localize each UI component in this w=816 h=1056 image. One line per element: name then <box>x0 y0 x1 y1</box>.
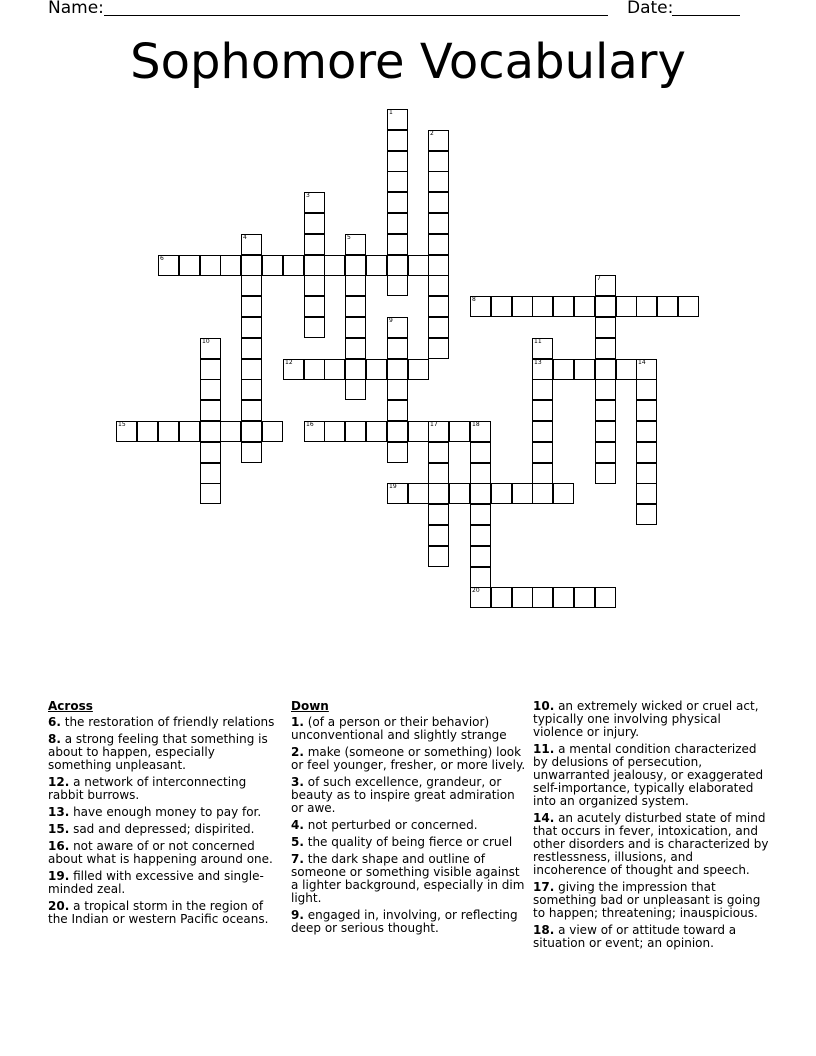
grid-cell[interactable] <box>387 151 408 172</box>
grid-cell[interactable] <box>678 296 699 317</box>
grid-cell[interactable] <box>553 296 574 317</box>
grid-cell[interactable] <box>262 421 283 442</box>
grid-cell[interactable] <box>200 483 221 504</box>
clue-item <box>48 733 278 772</box>
clue-text: of such excellence, grandeur, or beauty as to inspire great admiration or awe. <box>291 775 515 815</box>
clue-item <box>533 881 769 920</box>
grid-cell[interactable] <box>408 255 429 276</box>
grid-cell[interactable] <box>428 192 449 213</box>
grid-cell[interactable] <box>387 421 408 442</box>
grid-cell[interactable] <box>324 255 345 276</box>
grid-cell[interactable] <box>408 421 429 442</box>
grid-cell[interactable] <box>491 483 512 504</box>
grid-cell[interactable] <box>408 359 429 380</box>
clue-item <box>291 853 527 905</box>
grid-cell[interactable] <box>449 483 470 504</box>
grid-cell[interactable] <box>345 296 366 317</box>
grid-cell[interactable] <box>304 421 325 442</box>
clue-number: 15. <box>48 822 70 836</box>
grid-cell[interactable] <box>345 255 366 276</box>
grid-cell[interactable] <box>324 359 345 380</box>
grid-cell[interactable] <box>636 379 657 400</box>
grid-cell[interactable] <box>179 255 200 276</box>
grid-cell[interactable] <box>324 421 345 442</box>
grid-cell[interactable] <box>616 359 637 380</box>
clue-number: 5. <box>291 835 304 849</box>
grid-cell[interactable] <box>200 379 221 400</box>
down-clues <box>291 700 527 939</box>
grid-cell[interactable] <box>636 400 657 421</box>
grid-cell[interactable] <box>387 483 408 504</box>
grid-cell[interactable] <box>532 587 553 608</box>
clue-item <box>48 900 278 926</box>
grid-cell[interactable] <box>241 255 262 276</box>
grid-cell[interactable] <box>428 296 449 317</box>
clue-item <box>48 716 278 729</box>
grid-cell[interactable] <box>532 359 553 380</box>
grid-cell[interactable] <box>116 421 137 442</box>
grid-cell[interactable] <box>366 421 387 442</box>
grid-cell[interactable] <box>657 296 678 317</box>
grid-cell[interactable] <box>636 296 657 317</box>
grid-cell[interactable] <box>387 275 408 296</box>
clue-text: sad and depressed; dispirited. <box>69 822 255 836</box>
grid-cell[interactable] <box>179 421 200 442</box>
grid-cell[interactable] <box>428 546 449 567</box>
grid-cell[interactable] <box>262 255 283 276</box>
clue-text: not aware of or not concerned about what is happening around one. <box>48 839 273 866</box>
clue-number: 8. <box>48 732 61 746</box>
grid-cell[interactable] <box>616 296 637 317</box>
clue-text: a strong feeling that something is about to happen, especially something unpleasant. <box>48 732 268 772</box>
clue-text: a mental condition characterized by delusions of persecution, unwarranted jealousy, or exaggerated self-importance, typically elaborated into an organized system. <box>533 742 764 808</box>
grid-cell[interactable] <box>595 587 616 608</box>
grid-cell[interactable] <box>636 463 657 484</box>
clue-item <box>533 700 769 739</box>
clue-number-label: 12 <box>285 359 293 366</box>
grid-cell[interactable] <box>241 234 262 255</box>
grid-cell[interactable] <box>345 421 366 442</box>
grid-cell[interactable] <box>636 359 657 380</box>
clue-number: 10. <box>533 699 555 713</box>
clue-number-label: 2 <box>430 130 434 137</box>
grid-cell[interactable] <box>304 234 325 255</box>
grid-cell[interactable] <box>595 400 616 421</box>
grid-cell[interactable] <box>387 442 408 463</box>
clue-number: 19. <box>48 869 70 883</box>
grid-cell[interactable] <box>345 338 366 359</box>
grid-cell[interactable] <box>387 213 408 234</box>
down-heading: Down <box>291 699 329 713</box>
grid-cell[interactable] <box>387 130 408 151</box>
clue-number: 9. <box>291 908 304 922</box>
clue-item <box>48 823 278 836</box>
grid-cell[interactable] <box>200 400 221 421</box>
grid-cell[interactable] <box>470 567 491 588</box>
clue-number-label: 3 <box>306 192 310 199</box>
clue-number: 2. <box>291 745 304 759</box>
grid-cell[interactable] <box>387 255 408 276</box>
grid-cell[interactable] <box>428 151 449 172</box>
grid-cell[interactable] <box>491 587 512 608</box>
grid-cell[interactable] <box>595 317 616 338</box>
clue-item <box>291 909 527 935</box>
grid-cell[interactable] <box>158 421 179 442</box>
clue-number: 6. <box>48 715 61 729</box>
clue-text: filled with excessive and single-minded zeal. <box>48 869 264 896</box>
clue-item <box>291 746 527 772</box>
grid-cell[interactable] <box>387 317 408 338</box>
grid-cell[interactable] <box>470 463 491 484</box>
clue-text: a view of or attitude toward a situation or event; an opinion. <box>533 923 737 950</box>
grid-cell[interactable] <box>200 442 221 463</box>
grid-cell[interactable] <box>345 275 366 296</box>
grid-cell[interactable] <box>200 421 221 442</box>
grid-cell[interactable] <box>158 255 179 276</box>
clue-text: not perturbed or concerned. <box>303 818 478 832</box>
clue-number-label: 20 <box>472 587 480 594</box>
grid-cell[interactable] <box>408 483 429 504</box>
grid-cell[interactable] <box>241 400 262 421</box>
grid-cell[interactable] <box>283 359 304 380</box>
clue-item <box>48 840 278 866</box>
grid-cell[interactable] <box>220 421 241 442</box>
page-title: Sophomore Vocabulary <box>130 34 686 90</box>
grid-cell[interactable] <box>574 587 595 608</box>
grid-cell[interactable] <box>304 296 325 317</box>
grid-cell[interactable] <box>428 525 449 546</box>
clue-number-label: 18 <box>472 421 480 428</box>
grid-cell[interactable] <box>428 504 449 525</box>
grid-cell[interactable] <box>304 317 325 338</box>
clue-item <box>533 743 769 808</box>
clue-number-label: 14 <box>638 359 646 366</box>
clue-text: (of a person or their behavior) unconventional and slightly strange <box>291 715 507 742</box>
clue-item <box>291 819 527 832</box>
grid-cell[interactable] <box>428 234 449 255</box>
grid-cell[interactable] <box>428 171 449 192</box>
grid-cell[interactable] <box>241 275 262 296</box>
clue-text: an acutely disturbed state of mind that occurs in fever, intoxication, and other disorders and is characterized by restlessness, illusions, and incoherence of thought and speech. <box>533 811 769 877</box>
grid-cell[interactable] <box>387 359 408 380</box>
clue-number-label: 4 <box>243 234 247 241</box>
clue-number-label: 6 <box>160 255 164 262</box>
clue-item <box>533 812 769 877</box>
grid-cell[interactable] <box>345 234 366 255</box>
clue-number-label: 15 <box>118 421 126 428</box>
clue-number: 20. <box>48 899 70 913</box>
clue-item <box>291 836 527 849</box>
clue-number-label: 1 <box>389 109 393 116</box>
across-list <box>48 716 278 926</box>
clue-number-label: 10 <box>202 338 210 345</box>
grid-cell[interactable] <box>241 338 262 359</box>
clue-text: engaged in, involving, or reflecting deep or serious thought. <box>291 908 518 935</box>
name-label: Name: <box>48 0 104 18</box>
grid-cell[interactable] <box>200 255 221 276</box>
grid-cell[interactable] <box>428 463 449 484</box>
grid-cell[interactable] <box>512 296 533 317</box>
clue-number-label: 13 <box>534 359 542 366</box>
grid-cell[interactable] <box>553 483 574 504</box>
grid-cell[interactable] <box>532 338 553 359</box>
clue-number-label: 19 <box>389 483 397 490</box>
down-clues-continued <box>533 700 769 954</box>
grid-cell[interactable] <box>428 130 449 151</box>
grid-cell[interactable] <box>532 483 553 504</box>
grid-cell[interactable] <box>512 483 533 504</box>
grid-cell[interactable] <box>636 504 657 525</box>
clue-text: make (someone or something) look or feel younger, fresher, or more lively. <box>291 745 526 772</box>
grid-cell[interactable] <box>470 546 491 567</box>
grid-cell[interactable] <box>428 442 449 463</box>
clue-text: a network of interconnecting rabbit burrows. <box>48 775 247 802</box>
grid-cell[interactable] <box>137 421 158 442</box>
grid-cell[interactable] <box>241 296 262 317</box>
grid-cell[interactable] <box>595 275 616 296</box>
grid-cell[interactable] <box>366 255 387 276</box>
grid-cell[interactable] <box>345 379 366 400</box>
grid-cell[interactable] <box>595 379 616 400</box>
grid-cell[interactable] <box>304 275 325 296</box>
clue-item <box>291 716 527 742</box>
grid-cell[interactable] <box>595 463 616 484</box>
grid-cell[interactable] <box>470 587 491 608</box>
grid-cell[interactable] <box>595 442 616 463</box>
grid-cell[interactable] <box>241 359 262 380</box>
grid-cell[interactable] <box>595 359 616 380</box>
clue-number-label: 9 <box>389 317 393 324</box>
grid-cell[interactable] <box>428 275 449 296</box>
grid-cell[interactable] <box>636 483 657 504</box>
grid-cell[interactable] <box>345 359 366 380</box>
clue-number: 17. <box>533 880 555 894</box>
grid-cell[interactable] <box>532 379 553 400</box>
clue-item <box>48 806 278 819</box>
clue-number: 4. <box>291 818 304 832</box>
clue-text: the quality of being fierce or cruel <box>303 835 513 849</box>
grid-cell[interactable] <box>595 338 616 359</box>
grid-cell[interactable] <box>241 442 262 463</box>
clue-number: 11. <box>533 742 555 756</box>
grid-cell[interactable] <box>532 296 553 317</box>
clue-number-label: 7 <box>597 275 601 282</box>
grid-cell[interactable] <box>428 255 449 276</box>
clue-number: 3. <box>291 775 304 789</box>
grid-cell[interactable] <box>283 255 304 276</box>
grid-cell[interactable] <box>200 359 221 380</box>
grid-cell[interactable] <box>636 421 657 442</box>
clue-item <box>48 870 278 896</box>
grid-cell[interactable] <box>512 587 533 608</box>
grid-cell[interactable] <box>553 359 574 380</box>
grid-cell[interactable] <box>200 463 221 484</box>
grid-cell[interactable] <box>241 317 262 338</box>
grid-cell[interactable] <box>428 483 449 504</box>
grid-cell[interactable] <box>241 379 262 400</box>
grid-cell[interactable] <box>428 338 449 359</box>
grid-cell[interactable] <box>470 296 491 317</box>
grid-cell[interactable] <box>428 317 449 338</box>
grid-cell[interactable] <box>304 192 325 213</box>
grid-cell[interactable] <box>449 421 470 442</box>
clue-number-label: 11 <box>534 338 542 345</box>
grid-cell[interactable] <box>470 421 491 442</box>
grid-cell[interactable] <box>304 359 325 380</box>
grid-cell[interactable] <box>532 400 553 421</box>
clue-number: 1. <box>291 715 304 729</box>
clue-number: 14. <box>533 811 555 825</box>
clue-text: the dark shape and outline of someone or something visible against a lighter background, especially in dim light. <box>291 852 525 905</box>
grid-cell[interactable] <box>595 296 616 317</box>
grid-cell[interactable] <box>387 379 408 400</box>
clue-number: 16. <box>48 839 70 853</box>
clue-number: 12. <box>48 775 70 789</box>
clue-number-label: 8 <box>472 296 476 303</box>
grid-cell[interactable] <box>387 234 408 255</box>
grid-cell[interactable] <box>636 442 657 463</box>
grid-cell[interactable] <box>241 421 262 442</box>
grid-cell[interactable] <box>387 338 408 359</box>
date-label: Date: <box>627 0 674 18</box>
grid-cell[interactable] <box>387 171 408 192</box>
clue-number: 13. <box>48 805 70 819</box>
clue-item <box>48 776 278 802</box>
grid-cell[interactable] <box>491 296 512 317</box>
down-list-continued <box>533 700 769 950</box>
grid-cell[interactable] <box>532 463 553 484</box>
clue-item <box>291 776 527 815</box>
grid-cell[interactable] <box>532 421 553 442</box>
clue-text: an extremely wicked or cruel act, typically one involving physical violence or injury. <box>533 699 759 739</box>
across-clues <box>48 700 278 930</box>
clue-number-label: 5 <box>347 234 351 241</box>
grid-cell[interactable] <box>428 213 449 234</box>
grid-cell[interactable] <box>428 421 449 442</box>
across-heading: Across <box>48 699 93 713</box>
grid-cell[interactable] <box>470 525 491 546</box>
grid-cell[interactable] <box>595 421 616 442</box>
grid-cell[interactable] <box>470 442 491 463</box>
clue-text: the restoration of friendly relations <box>60 715 275 729</box>
grid-cell[interactable] <box>200 338 221 359</box>
grid-cell[interactable] <box>220 255 241 276</box>
grid-cell[interactable] <box>345 317 366 338</box>
grid-cell[interactable] <box>532 442 553 463</box>
clue-number-label: 17 <box>430 421 438 428</box>
grid-cell[interactable] <box>387 400 408 421</box>
grid-cell[interactable] <box>387 109 408 130</box>
clue-number: 18. <box>533 923 555 937</box>
clue-item <box>533 924 769 950</box>
grid-cell[interactable] <box>387 192 408 213</box>
grid-cell[interactable] <box>470 504 491 525</box>
clue-text: a tropical storm in the region of the Indian or western Pacific oceans. <box>48 899 269 926</box>
down-list <box>291 716 527 935</box>
clue-number-label: 16 <box>306 421 314 428</box>
clue-number: 7. <box>291 852 304 866</box>
clue-text: giving the impression that something bad or unpleasant is going to happen; threatening; inauspicious. <box>533 880 761 920</box>
grid-cell[interactable] <box>366 359 387 380</box>
clue-text: have enough money to pay for. <box>69 805 262 819</box>
grid-cell[interactable] <box>574 359 595 380</box>
grid-cell[interactable] <box>304 255 325 276</box>
grid-cell[interactable] <box>470 483 491 504</box>
grid-cell[interactable] <box>553 587 574 608</box>
grid-cell[interactable] <box>574 296 595 317</box>
grid-cell[interactable] <box>304 213 325 234</box>
